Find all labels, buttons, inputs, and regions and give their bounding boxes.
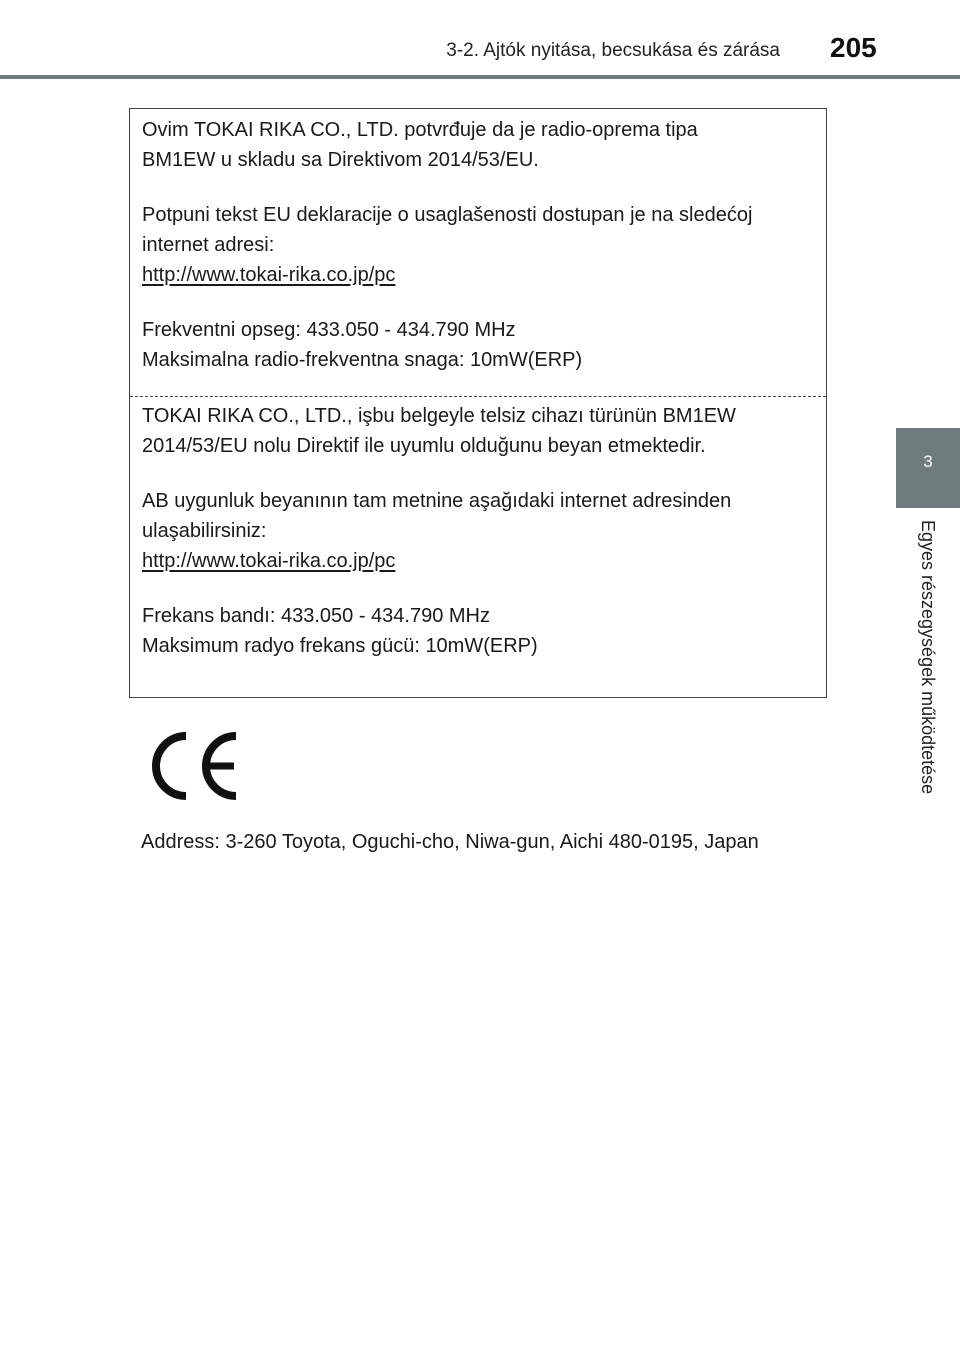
chapter-title-vertical [916, 520, 940, 830]
section-divider [130, 396, 826, 397]
turkish-line-1: TOKAI RIKA CO., LTD., işbu belgeyle telsiz cihazı türünün BM1EW [142, 405, 736, 427]
section-title: 3-2. Ajtók nyitása, becsukása és zárása [446, 40, 780, 61]
turkish-line-4: ulaşabilirsiniz: [142, 520, 267, 542]
serbian-frequency: Frekventni opseg: 433.050 - 434.790 MHz [142, 319, 516, 341]
serbian-line-4: internet adresi: [142, 234, 275, 256]
serbian-line-2: BM1EW u skladu sa Direktivom 2014/53/EU. [142, 149, 539, 171]
serbian-line-3: Potpuni tekst EU deklaracije o usaglašenosti dostupan je na sledećoj [142, 204, 753, 226]
box-top-dashed-border [130, 108, 826, 109]
serbian-url-link[interactable]: http://www.tokai-rika.co.jp/pc [142, 264, 396, 286]
declaration-box [129, 108, 827, 698]
turkish-url-link[interactable]: http://www.tokai-rika.co.jp/pc [142, 550, 396, 572]
ce-mark-icon [150, 730, 250, 802]
serbian-declaration [142, 115, 812, 375]
turkish-frequency: Frekans bandı: 433.050 - 434.790 MHz [142, 605, 490, 627]
chapter-number: 3 [923, 452, 933, 471]
serbian-line-1: Ovim TOKAI RIKA CO., LTD. potvrđuje da je radio-oprema tipa [142, 119, 698, 141]
turkish-line-3: AB uygunluk beyanının tam metnine aşağıdaki internet adresinden [142, 490, 732, 512]
turkish-line-2: 2014/53/EU nolu Direktif ile uyumlu olduğunu beyan etmektedir. [142, 435, 706, 457]
turkish-declaration [142, 401, 812, 661]
chapter-tab [896, 428, 960, 508]
chapter-title: Egyes részegységek működtetése [918, 520, 938, 795]
header-rule [0, 75, 960, 79]
manufacturer-address: Address: 3-260 Toyota, Oguchi-cho, Niwa-gun, Aichi 480-0195, Japan [141, 831, 759, 853]
serbian-power: Maksimalna radio-frekventna snaga: 10mW(ERP) [142, 349, 583, 371]
page-number: 205 [830, 32, 877, 63]
turkish-power: Maksimum radyo frekans gücü: 10mW(ERP) [142, 635, 538, 657]
